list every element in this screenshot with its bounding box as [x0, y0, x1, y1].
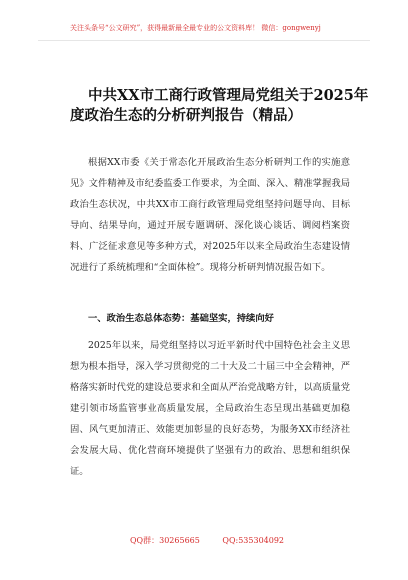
footer-qq: QQ:535304092 [222, 536, 285, 545]
header-promo-text: 关注头条号“公文研究”，获得最新最全最专业的公文资料库！ 微信：gongwenyj [70, 24, 321, 32]
header-divider [38, 40, 370, 41]
document-title: 中共XX市工商行政管理局党组关于2025年度政治生态的分析研判报告（精品） [70, 87, 369, 124]
footer-contact [130, 536, 304, 546]
footer-qq-group: QQ群：30265665 [130, 536, 200, 545]
section-body-paragraph: 2025年以来，局党组坚持以习近平新时代中国特色社会主义思想为根本指导，深入学习贯彻党的二十大及二十届三中全会精神，严格落实新时代党的建设总要求和全面从严治党战略方针，以高质量党建引领市场监管事业高质量发展，全局政治生态呈现出基础更加稳固、风气更加清正、效能更加彰显的良好态势，为服务XX市经济社会发展大局、优化营商环境提供了坚强有力的政治、思想和组织保证。 [70, 340, 350, 477]
intro-paragraph: 根据XX市委《关于常态化开展政治生态分析研判工作的实施意见》文件精神及市纪委监委工作要求，为全面、深入、精准掌握我局政治生态状况，中共XX市工商行政管理局党组坚持问题导向、目标导向、结果导向，通过开展专题调研、深化谈心谈话、调阅档案资料、广泛征求意见等多种方式，对2025年以来全局政治生态建设情况进行了系统梳理和“全面体检”。现将分析研判情况报告如下。 [70, 157, 350, 273]
section-heading: 一、政治生态总体态势：基础坚实，持续向好 [88, 313, 274, 324]
